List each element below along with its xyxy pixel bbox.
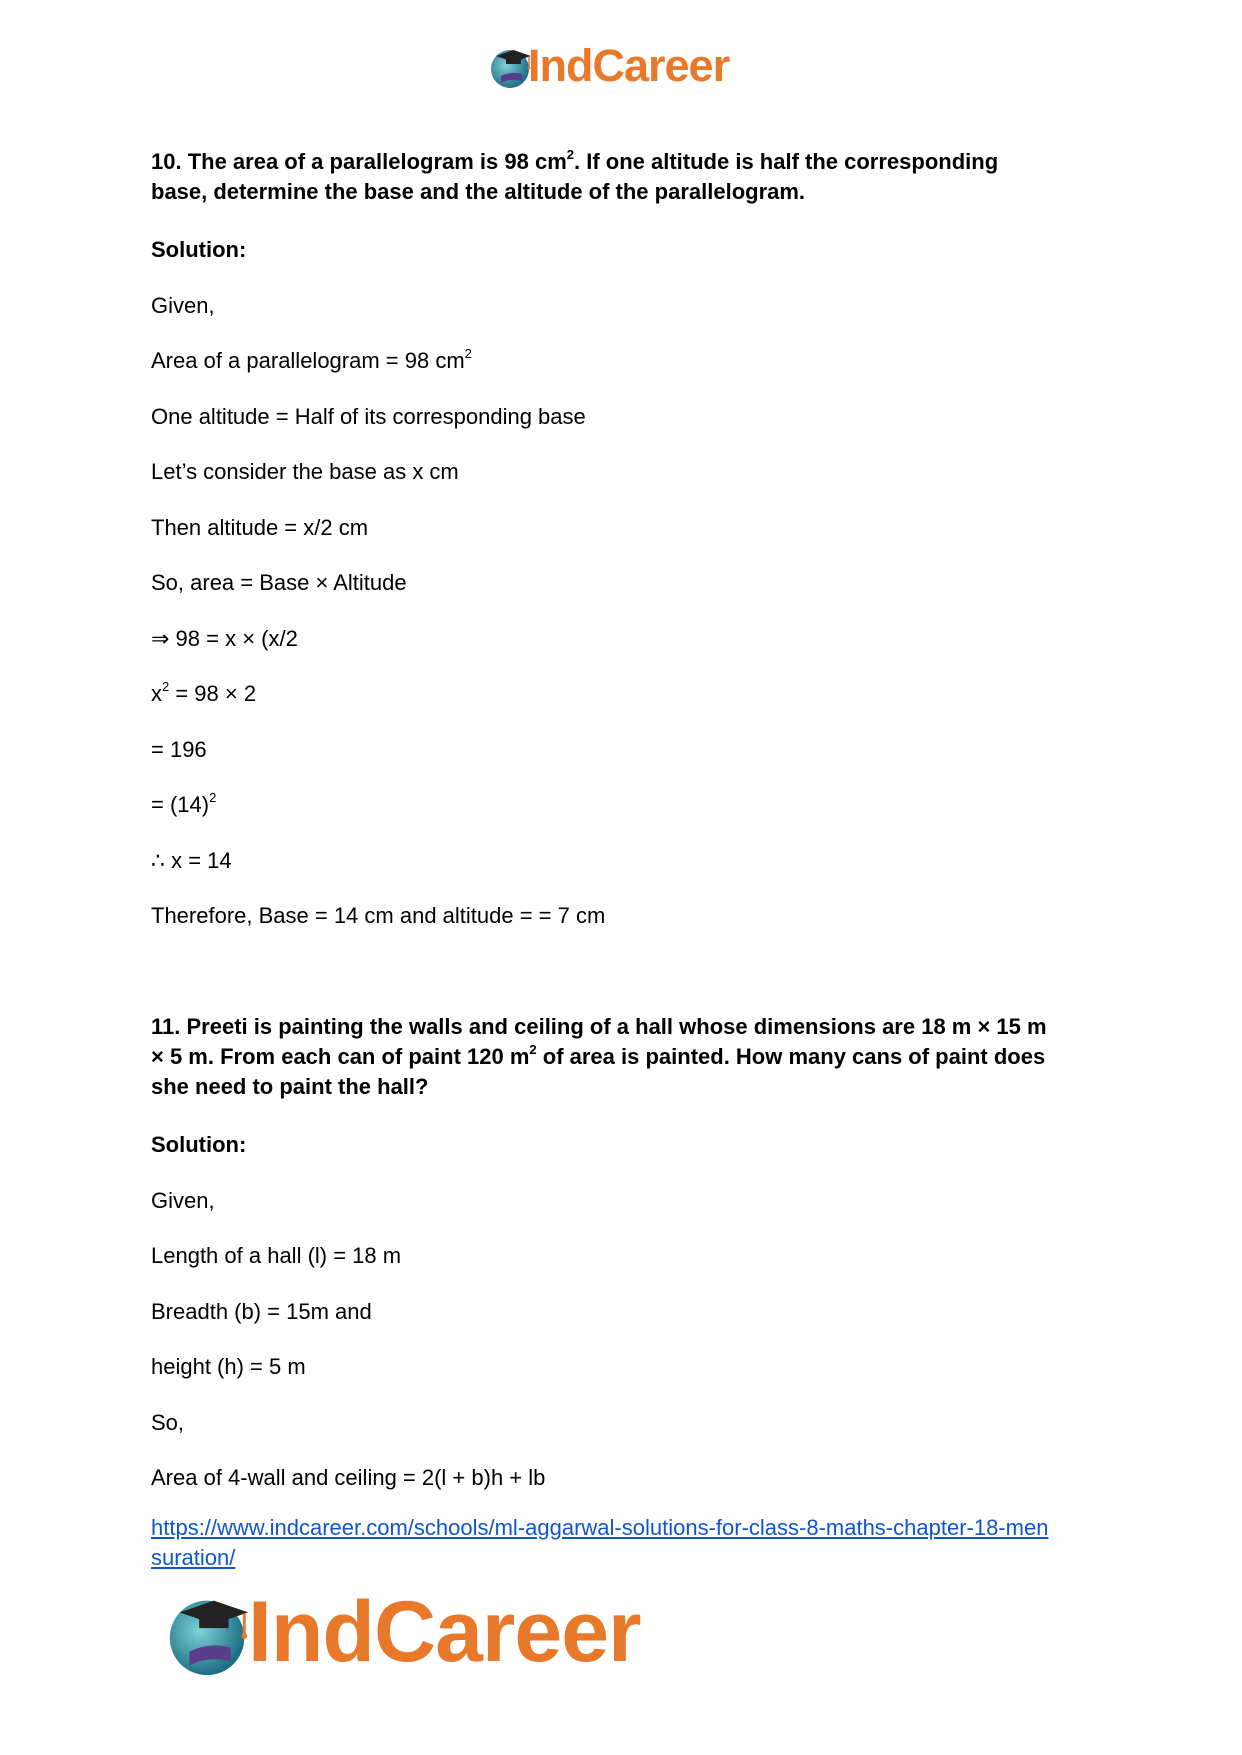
conclusion-10: Therefore, Base = 14 cm and altitude = = 7 cm bbox=[151, 903, 606, 928]
base-assumption: Let’s consider the base as x cm bbox=[151, 459, 459, 484]
equation-step-2: $x^2 = 98 \times 2$ bbox=[151, 678, 257, 706]
brand-name: IndCareer bbox=[528, 40, 730, 91]
given-label-10: Given, bbox=[151, 293, 215, 318]
solution-label-10: Solution: bbox=[151, 237, 247, 262]
breadth-statement: Breadth (b) = 15m and bbox=[151, 1299, 372, 1324]
solution-label-11: Solution: bbox=[151, 1132, 247, 1157]
graduation-globe-icon bbox=[160, 1583, 258, 1681]
source-link[interactable]: https://www.indcareer.com/schools/ml-aggarwal-solutions-for-class-8-maths-chapter-18-men suration/ bbox=[151, 1515, 1049, 1570]
wall-area-formula: Area of 4-wall and ceiling = 2(l + b)h + lb bbox=[151, 1465, 546, 1490]
question-10: 10. The area of a parallelogram is 98 $cm^2$. If one altitude is half the corresponding base, determine the base and the altitude of the parallelogram. bbox=[151, 146, 999, 204]
given-label-11: Given, bbox=[151, 1188, 215, 1213]
height-statement: height (h) = 5 m bbox=[151, 1354, 306, 1379]
equation-step-3: = 196 bbox=[151, 737, 207, 762]
header-logo bbox=[486, 40, 729, 92]
equation-step-5: ∴ x = 14 bbox=[151, 848, 232, 873]
question-11: 11. Preeti is painting the walls and ceiling of a hall whose dimensions are 18 m × 15 m × 5 m. From each can of paint 120 $m^2$ of area is painted. How many cans of paint does she need to paint the hall? bbox=[151, 1014, 1047, 1099]
area-formula: So, area = Base × Altitude bbox=[151, 570, 407, 595]
so-label: So, bbox=[151, 1410, 185, 1435]
altitude-expression: Then altitude = x/2 cm bbox=[151, 515, 369, 540]
brand-name: IndCareer bbox=[248, 1584, 641, 1680]
footer-logo bbox=[160, 1582, 641, 1682]
equation-step-4: = $(14)^2$ bbox=[151, 789, 217, 817]
altitude-statement: One altitude = Half of its corresponding base bbox=[151, 404, 586, 429]
equation-step-1: ⇒ 98 = x × (x/2 bbox=[151, 626, 298, 651]
length-statement: Length of a hall (l) = 18 m bbox=[151, 1243, 402, 1268]
area-statement: Area of a parallelogram = 98 $cm^2$ bbox=[151, 345, 472, 373]
